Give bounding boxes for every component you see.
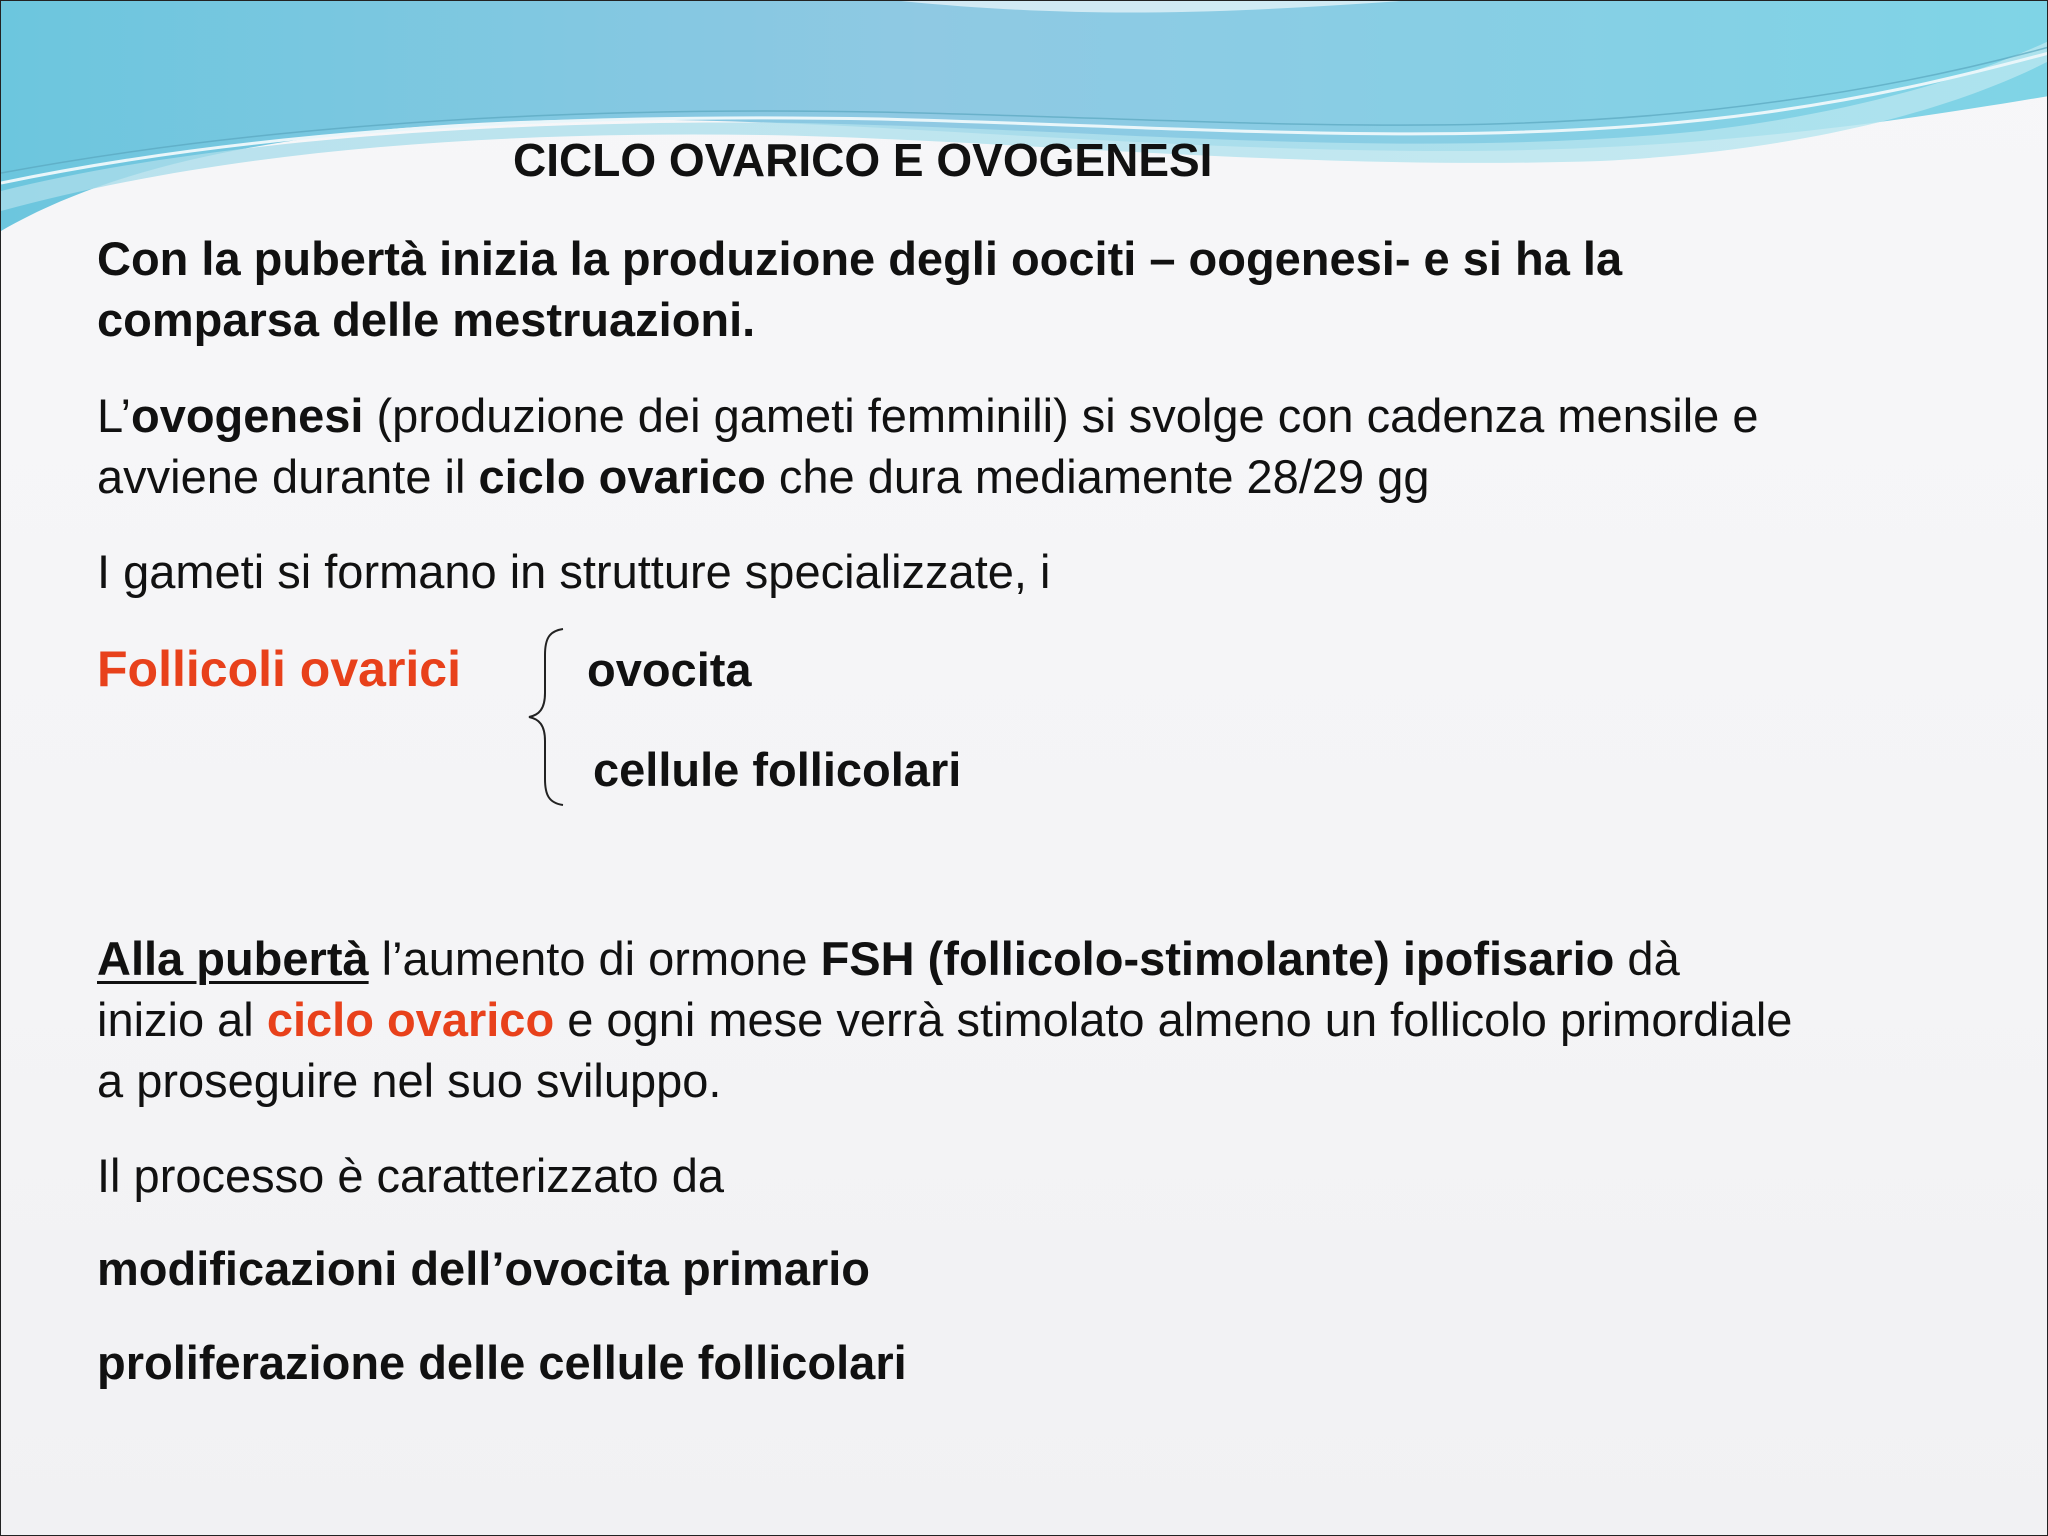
point-modificazioni: modificazioni dell’ovocita primario: [97, 1242, 871, 1295]
ovogenesi-prefix: L’: [97, 389, 131, 442]
intro-line-2: comparsa delle mestruazioni.: [97, 293, 756, 346]
ciclo-ovarico-highlight: ciclo ovarico: [266, 993, 555, 1046]
intro-line-1: Con la pubertà inizia la produzione degli oociti – oogenesi- e si ha la: [97, 232, 1623, 285]
ovogenesi-paragraph: [97, 385, 1758, 507]
gameti-sentence: I gameti si formano in strutture specializzate, i: [97, 545, 1051, 598]
intro-paragraph: [97, 228, 1622, 350]
fsh-term: FSH (follicolo-stimolante) ipofisario: [820, 932, 1615, 985]
ciclo-ovarico-term: ciclo ovarico: [478, 450, 766, 503]
follicoli-item-ovocita: ovocita: [587, 643, 752, 696]
slide-title: CICLO OVARICO E OVOGENESI: [513, 134, 1213, 186]
puberta-line-2-post: e ogni mese verrà stimolato almeno un follicolo primordiale: [554, 993, 1793, 1046]
ovogenesi-line-2-post: che dura mediamente 28/29 gg: [765, 450, 1430, 503]
puberta-text-2: dà: [1614, 932, 1680, 985]
follicoli-item-cellule: cellule follicolari: [593, 743, 962, 796]
puberta-lead: Alla pubertà: [97, 932, 369, 985]
puberta-line-2-pre: inizio al: [97, 993, 267, 1046]
ovogenesi-term: ovogenesi: [131, 389, 364, 442]
point-proliferazione: proliferazione delle cellule follicolari: [97, 1336, 907, 1389]
curly-brace: [525, 627, 565, 807]
follicoli-label: Follicoli ovarici: [97, 641, 461, 697]
ovogenesi-line-1-rest: (produzione dei gameti femminili) si svolge con cadenza mensile e: [363, 389, 1759, 442]
puberta-line-3: a proseguire nel suo sviluppo.: [97, 1054, 722, 1107]
header-wave-decoration: [1, 1, 2048, 241]
puberta-text-1: l’aumento di ormone: [368, 932, 821, 985]
puberta-paragraph: [97, 928, 1792, 1111]
ovogenesi-line-2-pre: avviene durante il: [97, 450, 479, 503]
processo-sentence: Il processo è caratterizzato da: [97, 1149, 724, 1202]
